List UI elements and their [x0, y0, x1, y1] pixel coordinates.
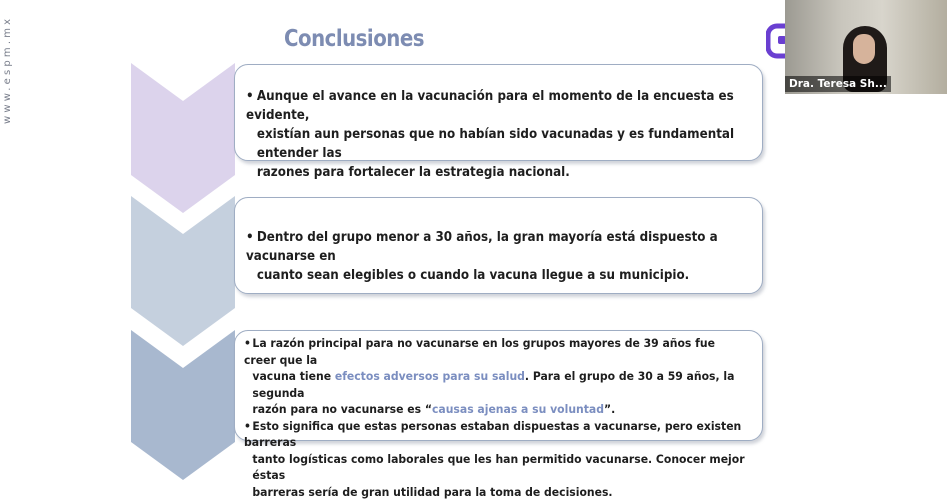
conclusion-text-1: • Aunque el avance en la vacunación para el momento de la encuesta es evidente, existían aun personas que no habían sido vacunadas y es fundamental entender las razones para fortalecer la estrategia nacional.: [246, 89, 735, 180]
bullet-icon: •: [246, 89, 254, 104]
highlight-text: efectos adversos para su salud: [334, 369, 525, 383]
bullet-icon: •: [244, 418, 251, 433]
conclusion-box-2: [234, 197, 763, 294]
brand-logo-icon: [766, 22, 786, 62]
conclusion-box-3: [234, 330, 763, 499]
slide-title: Conclusiones: [284, 26, 425, 52]
bullet-icon: •: [246, 230, 254, 245]
sidebar-url: www.espm.mx: [2, 15, 13, 124]
participant-video-tile[interactable]: [785, 0, 947, 94]
conclusion-text-2: • Dentro del grupo menor a 30 años, la gran mayoría está dispuesto a vacunarse en cuanto sean elegibles o cuando la vacuna llegue a su municipio.: [246, 230, 718, 283]
conclusion-box-1: [234, 64, 763, 180]
participant-name-label: Dra. Teresa Sh...: [785, 76, 891, 92]
chevron-1: [131, 63, 235, 213]
highlight-text: causas ajenas a su voluntad: [431, 402, 605, 416]
conclusion-text-3a: •La razón principal para no vacunarse en los grupos mayores de 39 años fue creer que la vacuna tiene efectos adversos para su salud. Para el grupo de 30 a 59 años, la segunda razón para no vacunarse es “causas ajenas a su voluntad”. •Esto significa que estas personas estaban dispuestas a vacunarse, pero existen barreras tanto logísticas como laborales que les han permitido vacunarse. Conocer mejor éstas barreras sería de gran utilidad para la toma de decisiones.: [244, 336, 745, 499]
bullet-icon: •: [244, 336, 251, 350]
chevron-2: [131, 196, 235, 346]
chevron-3: [131, 330, 235, 480]
